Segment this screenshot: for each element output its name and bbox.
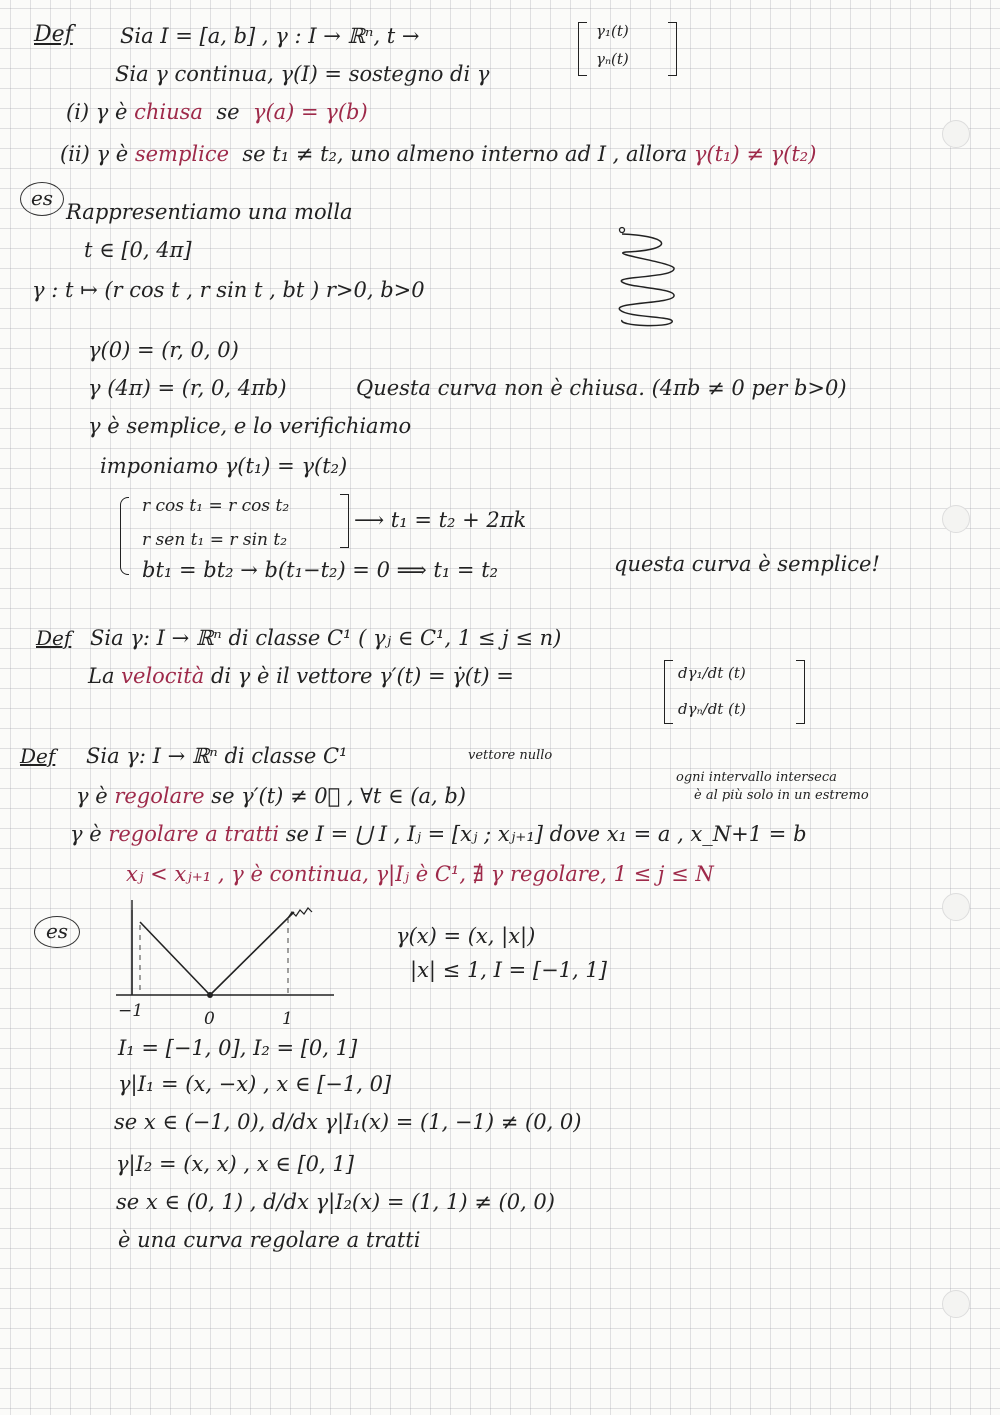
ex1-title: Rappresentiamo una molla [66, 200, 353, 224]
ex2-derivative-2: se x ∈ (0, 1) , d/dx γ|I₂(x) = (1, 1) ≠ (0, 0) [116, 1190, 555, 1214]
spring-sketch [612, 222, 692, 330]
def-label: Def [36, 626, 72, 650]
velocity-vector-bottom: dγₙ/dt (t) [678, 700, 746, 718]
tick-one: 1 [282, 1009, 293, 1029]
ex1-not-closed-note: Questa curva non è chiusa. (4πb ≠ 0 per b>0) [356, 376, 847, 400]
term-regolare-a-tratti: regolare a tratti [108, 822, 280, 846]
ex2-derivative-1: se x ∈ (−1, 0), d/dx γ|I₁(x) = (1, −1) ≠ (0, 0) [114, 1110, 582, 1134]
def3-piecewise [70, 822, 807, 846]
abs-value-graph [112, 900, 342, 1030]
velocity-vector-top: dγ₁/dt (t) [678, 664, 746, 682]
ex2-function: γ(x) = (x, |x|) [396, 924, 536, 948]
example-badge: es [34, 916, 80, 948]
system-sub-bracket [340, 494, 349, 548]
def1-vector-top: γ₁(t) [596, 22, 629, 40]
def1-line2: Sia γ continua, γ(I) = sostegno di γ [115, 62, 490, 86]
term-velocita: velocità [121, 664, 205, 688]
def2-la: La [88, 664, 115, 688]
def2-line2 [88, 664, 514, 688]
def1-item-ii [60, 142, 816, 166]
system-eq-3: bt₁ = bt₂ → b(t₁−t₂) = 0 ⟹ t₁ = t₂ [142, 558, 499, 582]
tick-neg-one: −1 [118, 1001, 144, 1021]
def1-line1: Sia I = [a, b] , γ : I → ℝⁿ, t → [120, 24, 420, 48]
pw-prefix: γ è [70, 822, 102, 846]
interval-note-2: è al più solo in un estremo [694, 788, 869, 803]
term-chiusa: chiusa [134, 100, 203, 124]
term-semplice: semplice [134, 142, 230, 166]
binder-hole [942, 1290, 970, 1318]
interval-note-1: ogni intervallo interseca [676, 770, 837, 785]
def2-line1: Sia γ: I → ℝⁿ di classe C¹ ( γⱼ ∈ C¹, 1 ≤ j ≤ n) [90, 626, 562, 650]
vector-bracket-left [578, 22, 587, 76]
ex1-param: γ : t ↦ (r cos t , r sin t , bt ) r>0, b>0 [32, 278, 425, 302]
system-eq-1: r cos t₁ = r cos t₂ [142, 496, 290, 516]
pw-rest: se I = ⋃ I , Iⱼ = [xⱼ ; xⱼ₊₁] dove x₁ = a , x_N+1 = b [285, 822, 807, 846]
ex2-restriction-1: γ|I₁ = (x, −x) , x ∈ [−1, 0] [118, 1072, 392, 1096]
ex1-gamma0: γ(0) = (r, 0, 0) [88, 338, 239, 362]
item-i-se: se [216, 100, 240, 124]
ex2-intervals: I₁ = [−1, 0], I₂ = [0, 1] [118, 1036, 358, 1060]
def1-item-i [66, 100, 368, 124]
ex1-impose: imponiamo γ(t₁) = γ(t₂) [100, 454, 348, 478]
ex2-restriction-2: γ|I₂ = (x, x) , x ∈ [0, 1] [116, 1152, 354, 1176]
reg-rest: se γ′(t) ≠ 0⃗ , ∀t ∈ (a, b) [211, 784, 466, 808]
ex1-simple: γ è semplice, e lo verifichiamo [88, 414, 412, 438]
ex1-conclusion: questa curva è semplice! [614, 552, 880, 576]
system-eq-2: r sen t₁ = r sin t₂ [142, 530, 288, 550]
binder-hole [942, 505, 970, 533]
item-ii-prefix: (ii) γ è [60, 142, 129, 166]
item-i-prefix: (i) γ è [66, 100, 128, 124]
def3-piecewise-conditions: xⱼ < xⱼ₊₁ , γ è continua, γ|Iⱼ è C¹, ∄ γ regolare, 1 ≤ j ≤ N [126, 862, 714, 886]
def2-line2-rest: di γ è il vettore γ′(t) = γ̇(t) = [210, 664, 514, 688]
tick-zero: 0 [204, 1009, 215, 1029]
def-label: Def [34, 22, 73, 47]
vector-bracket-right [668, 22, 677, 76]
null-vector-note: vettore nullo [468, 748, 553, 763]
ex2-domain: |x| ≤ 1, I = [−1, 1] [410, 958, 607, 982]
binder-hole [942, 120, 970, 148]
velocity-bracket-right [796, 660, 805, 724]
def-label: Def [20, 744, 56, 768]
example-badge: es [20, 182, 64, 216]
system-result: ⟶ t₁ = t₂ + 2πk [354, 508, 527, 532]
velocity-bracket-left [664, 660, 673, 724]
def3-line1: Sia γ: I → ℝⁿ di classe C¹ [86, 744, 348, 768]
ex1-gamma4pi: γ (4π) = (r, 0, 4πb) [88, 376, 287, 400]
binder-hole [942, 893, 970, 921]
ex2-conclusion: è una curva regolare a tratti [118, 1228, 421, 1252]
item-ii-condition: γ(t₁) ≠ γ(t₂) [693, 142, 817, 166]
def1-vector-bottom: γₙ(t) [596, 50, 629, 68]
system-brace [120, 497, 129, 575]
item-ii-mid: se t₁ ≠ t₂, uno almeno interno ad I , allora [242, 142, 688, 166]
reg-prefix: γ è [76, 784, 108, 808]
def3-regular [76, 784, 466, 808]
ex1-domain: t ∈ [0, 4π] [84, 238, 192, 262]
term-regolare: regolare [114, 784, 205, 808]
item-i-condition: γ(a) = γ(b) [252, 100, 368, 124]
